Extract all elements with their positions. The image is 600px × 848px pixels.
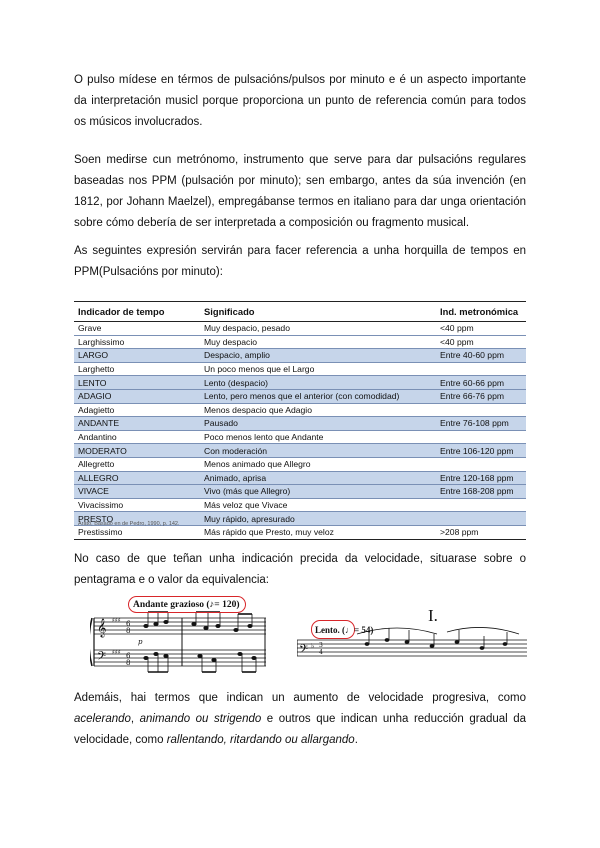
cell-tempo-term: ALLEGRO: [74, 471, 200, 485]
paragraph-table-intro: As seguintes expresión servirán para facer referencia a unha horquilla de tempos en PPM(Pulsacións por minuto):: [74, 245, 526, 278]
tempo-table-header: [74, 302, 526, 322]
cell-meaning: Menos animado que Allegro: [200, 457, 436, 471]
header-indicator: Indicador de tempo: [74, 302, 200, 322]
cell-tempo-term: VIVACE: [74, 485, 200, 499]
cell-tempo-term: Andantino: [74, 430, 200, 444]
tempo-marking-andante-grazioso: Andante grazioso (♪= 120): [128, 596, 246, 613]
cell-meaning: Animado, aprisa: [200, 471, 436, 485]
cell-meaning: Vivo (más que Allegro): [200, 485, 436, 499]
paragraph-tempo-changes: [74, 688, 526, 751]
svg-text:𝄞: 𝄞: [97, 618, 107, 637]
svg-text:p: p: [138, 638, 143, 646]
table-row: [74, 376, 526, 390]
cell-tempo-term: ADAGIO: [74, 389, 200, 403]
p5-text-start: Ademáis, hai termos que indican un aumento de velocidade progresiva, como: [74, 692, 526, 704]
table-source-note: Arato, Basado en de Pedro, 1990, p. 142.: [78, 521, 180, 527]
paragraph-pulse-intro: O pulso mídese en térmos de pulsacións/pulsos por minuto e é un aspecto importante da interpretación musicl porque proporciona un punto de referencia común para todos os músicos involucrados.: [74, 74, 526, 128]
cell-tempo-term: Larghetto: [74, 362, 200, 376]
cell-metronome: [436, 512, 526, 526]
table-row: [74, 485, 526, 499]
table-row: [74, 403, 526, 417]
cell-metronome: Entre 106-120 ppm: [436, 444, 526, 458]
table-row: [74, 349, 526, 363]
cell-meaning: Muy rápido, apresurado: [200, 512, 436, 526]
table-row: [74, 389, 526, 403]
cell-meaning: Despacio, amplio: [200, 349, 436, 363]
cell-meaning: Menos despacio que Adagio: [200, 403, 436, 417]
cell-metronome: Entre 60-66 ppm: [436, 376, 526, 390]
svg-text:4: 4: [319, 649, 323, 656]
cell-meaning: Más rápido que Presto, muy veloz: [200, 525, 436, 539]
cell-tempo-term: Adagietto: [74, 403, 200, 417]
p5-comma: ,: [130, 713, 140, 725]
table-row: [74, 322, 526, 336]
cell-tempo-term: Grave: [74, 322, 200, 336]
cell-metronome: [436, 362, 526, 376]
cell-metronome: <40 ppm: [436, 322, 526, 336]
paragraph-metronome: Soen medirse cun metrónomo, instrumento que serve para dar pulsacións regulares baseadas nos PPM (pulsación por minuto); sen embargo, antes da súa invención (en 1812, por Johann Maelzel), empregábanse termos en italiano para dar unga orientación sobre cómo debería de ser interpretada a composición ou fragmento musical.: [74, 154, 526, 229]
cell-tempo-term: LARGO: [74, 349, 200, 363]
cell-metronome: [436, 457, 526, 471]
cell-tempo-term: Larghissimo: [74, 335, 200, 349]
cell-meaning: Muy despacio, pesado: [200, 322, 436, 336]
tempo-marking-lento: Lento. (♩= 54): [311, 620, 355, 639]
cell-meaning: Más veloz que Vivace: [200, 498, 436, 512]
cell-metronome: Entre 66-76 ppm: [436, 389, 526, 403]
cell-tempo-term: Prestissimo: [74, 525, 200, 539]
svg-text:♭: ♭: [311, 642, 315, 650]
cell-tempo-term: ANDANTE: [74, 417, 200, 431]
svg-text:𝄢: 𝄢: [97, 650, 107, 666]
cell-metronome: [436, 403, 526, 417]
table-row: [74, 498, 526, 512]
cell-tempo-term: LENTO: [74, 376, 200, 390]
paragraph-score-intro: No caso de que teñan unha indicación precida da velocidade, situarase sobre o pentagrama e o valor da equivalencia:: [74, 553, 526, 586]
cell-metronome: Entre 168-208 ppm: [436, 485, 526, 499]
svg-text:♯♯♯: ♯♯♯: [112, 617, 121, 624]
cell-metronome: [436, 430, 526, 444]
svg-text:8: 8: [126, 627, 131, 635]
header-metronome: Ind. metronómica: [436, 302, 526, 322]
table-row: [74, 417, 526, 431]
term-animando-strigendo: animando ou strigendo: [139, 713, 262, 725]
p5-text-end: .: [354, 734, 358, 746]
svg-text:3: 3: [319, 642, 323, 649]
cell-meaning: Con moderación: [200, 444, 436, 458]
cell-metronome: [436, 498, 526, 512]
table-row: [74, 471, 526, 485]
p5-text-mid: e outros que indican unha reducción gradual da velocidade, como: [74, 713, 527, 746]
cell-metronome: >208 ppm: [436, 525, 526, 539]
cell-meaning: Lento, pero menos que el anterior (con comodidad): [200, 389, 436, 403]
term-acelerando: acelerando: [74, 713, 131, 725]
table-row: [74, 430, 526, 444]
cell-tempo-term: Allegretto: [74, 457, 200, 471]
table-row: [74, 525, 526, 539]
cell-metronome: Entre 120-168 ppm: [436, 471, 526, 485]
cell-meaning: Pausado: [200, 417, 436, 431]
cell-metronome: Entre 40-60 ppm: [436, 349, 526, 363]
movement-number: I.: [428, 606, 438, 625]
table-row: [74, 444, 526, 458]
header-meaning: Significado: [200, 302, 436, 322]
svg-text:6: 6: [126, 652, 131, 660]
tempo-table: [74, 301, 526, 540]
table-row: [74, 335, 526, 349]
table-row: [74, 362, 526, 376]
cell-tempo-term: MODERATO: [74, 444, 200, 458]
cell-tempo-term: PRESTO: [74, 512, 200, 526]
cell-meaning: Muy despacio: [200, 335, 436, 349]
cell-meaning: Poco menos lento que Andante: [200, 430, 436, 444]
term-rallentando-group: rallentando, ritardando ou allargando: [166, 734, 355, 746]
svg-text:♯♯♯: ♯♯♯: [112, 649, 121, 656]
cell-tempo-term: Vivacissimo: [74, 498, 200, 512]
cell-meaning: Un poco menos que el Largo: [200, 362, 436, 376]
svg-text:𝄢: 𝄢: [299, 643, 309, 659]
cell-metronome: Entre 76-108 ppm: [436, 417, 526, 431]
svg-text:8: 8: [126, 659, 131, 667]
cell-meaning: Lento (despacio): [200, 376, 436, 390]
svg-text:6: 6: [126, 620, 131, 628]
table-row: [74, 457, 526, 471]
cell-metronome: <40 ppm: [436, 335, 526, 349]
